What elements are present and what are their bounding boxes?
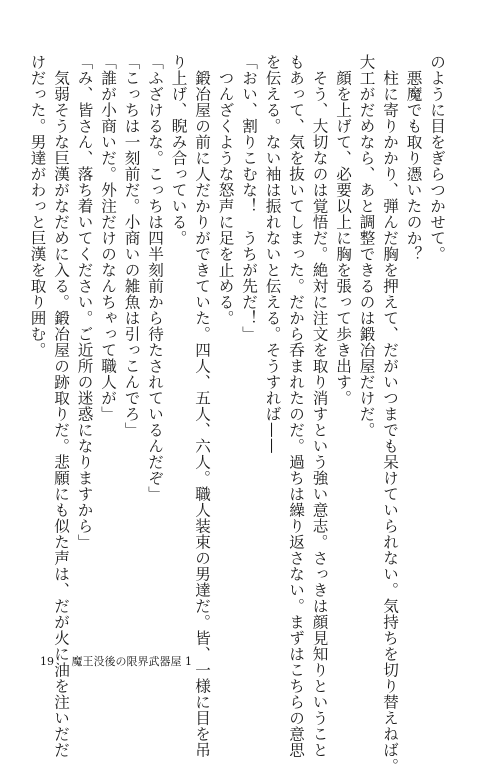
text-line: つんざくような怒声に足を止める。 xyxy=(216,54,235,326)
text-line: けだった。男達がわっと巨漢を取り囲む。 xyxy=(28,54,47,358)
text-line: 悪魔でも取り憑いたのか？ xyxy=(404,54,423,262)
text-line: 柱に寄りかかり、弾んだ胸を押えて、だがいつまでも呆けていられない。気持ちを切り替えねば。 xyxy=(381,54,399,774)
text-line: 「誰が小商いだ。外注だけのなんちゃって職人が」 xyxy=(99,54,117,422)
text-line: 鍛冶屋の前に人だかりができていた。四人、五人、六人。職人装束の男達だ。皆、一様に目を吊 xyxy=(193,54,211,758)
text-line: のように目をぎらつかせて。 xyxy=(428,54,446,262)
book-title: 魔王没後の限界武器屋 1 xyxy=(71,655,192,668)
page-footer xyxy=(40,655,192,669)
text-line: そう、大切なのは覚悟だ。絶対に注文を取り消すという強い意志。さっきは顔見知りということ xyxy=(310,54,329,758)
text-line: り上げ、睨み合っている。 xyxy=(169,54,188,246)
text-line: 顔を上げて、必要以上に胸を張って歩き出す。 xyxy=(334,54,352,406)
text-line: 大工がだめなら、あと調整できるのは鍛冶屋だけだ。 xyxy=(357,54,376,438)
text-line: もあって、気を抜いてしまった。だから呑まれたのだ。過ちは繰り返さない。まずはこちらの意思 xyxy=(287,54,305,758)
text-line: 気弱そうな巨漢がなだめに入る。鍛冶屋の跡取りだ。悲願にも似た声は、だが火に油を注いだだ xyxy=(52,54,70,758)
page-number: 19 xyxy=(40,655,54,668)
text-line: 「こっちは一刻前だ。小商いの雑魚は引っこんでろ」 xyxy=(122,54,141,438)
text-line: を伝える。ない袖は振れないと伝える。そうすれば—— xyxy=(263,54,282,454)
text-line: 「ふざけるな。こっちは四半刻前から待たされているんだぞ」 xyxy=(146,54,164,502)
text-line: 「み、皆さん、落ち着いてください。ご近所の迷惑になりますから」 xyxy=(75,54,94,550)
text-line: 「おい、割りこむな！ うちが先だ！」 xyxy=(240,54,258,342)
